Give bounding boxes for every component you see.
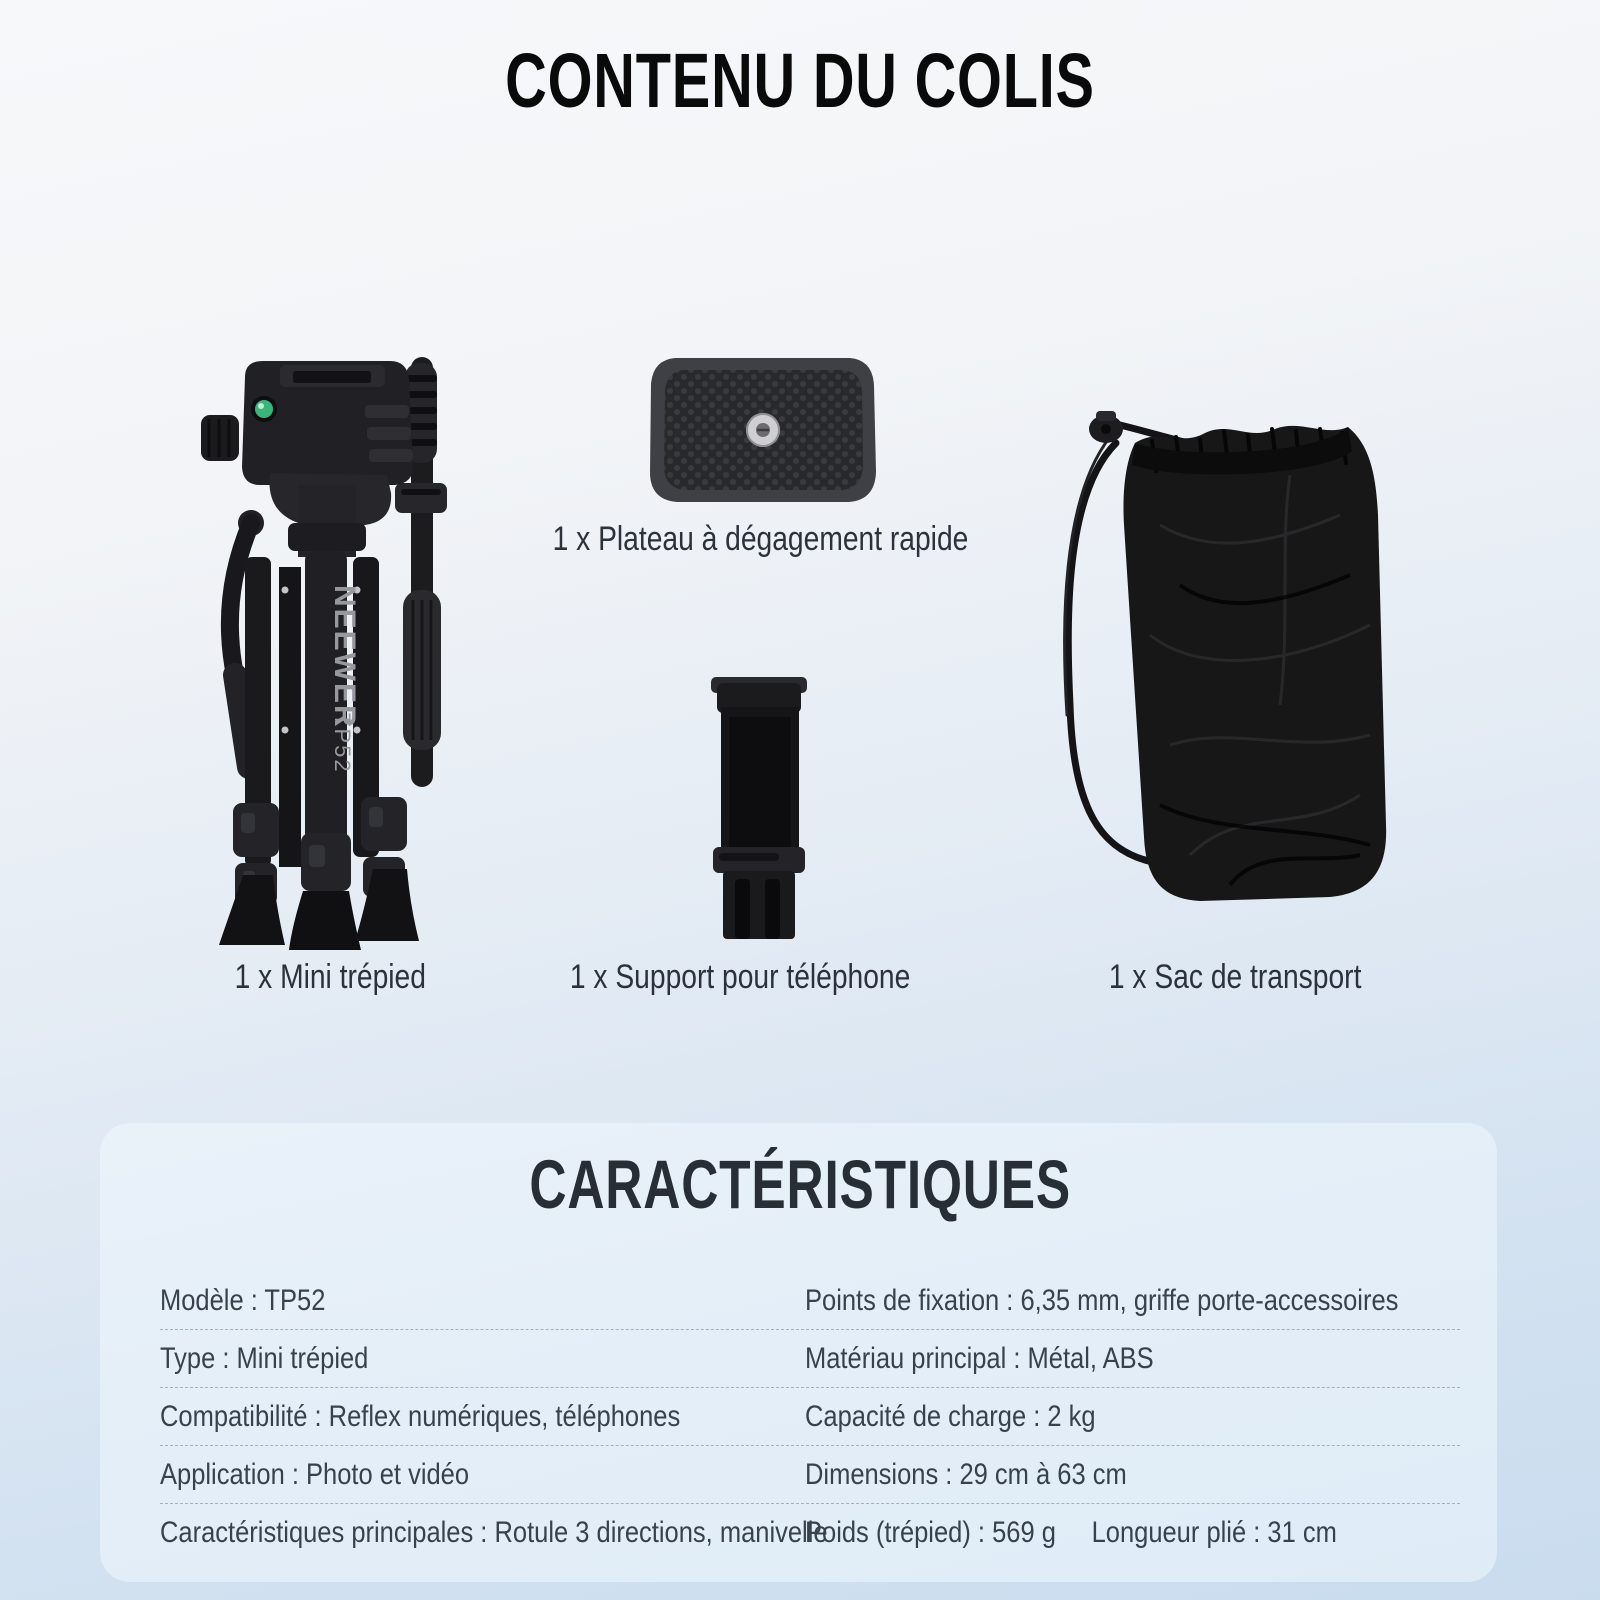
spec-weight-and-folded-length: [805, 1516, 1337, 1550]
spec-row-type: [160, 1330, 1460, 1388]
spec-mounting-points: Points de fixation : 6,35 mm, griffe porte-accessoires: [805, 1283, 1399, 1317]
quick-release-plate-icon: [645, 352, 880, 510]
caption-quick-release-plate: 1 x Plateau à dégagement rapide: [552, 520, 969, 558]
spec-weight: Poids (trépied) : 569 g: [805, 1515, 1056, 1549]
caption-tripod: 1 x Mini trépied: [234, 958, 426, 996]
page-title: [0, 38, 1600, 123]
spec-load-capacity: Capacité de charge : 2 kg: [805, 1399, 1096, 1433]
spec-row-compatibility: [160, 1388, 1460, 1446]
carry-bag-icon: [1040, 385, 1410, 910]
spec-type: Type : Mini trépied: [160, 1341, 369, 1375]
spec-compatibility: Compatibilité : Reflex numériques, téléphones: [160, 1399, 681, 1433]
spec-main-features: Caractéristiques principales : Rotule 3 directions, manivelle: [160, 1515, 828, 1549]
caption-carry-bag: 1 x Sac de transport: [1108, 958, 1362, 996]
spec-material: Matériau principal : Métal, ABS: [805, 1341, 1154, 1375]
spec-model: Modèle : TP52: [160, 1283, 326, 1317]
spec-folded-length: Longueur plié : 31 cm: [1091, 1515, 1337, 1549]
phone-holder-icon: [697, 675, 827, 945]
spec-dimensions: Dimensions : 29 cm à 63 cm: [805, 1457, 1127, 1491]
tripod-model-label: TP52: [330, 713, 355, 774]
spec-application: Application : Photo et vidéo: [160, 1457, 470, 1491]
tripod-icon: [185, 335, 475, 950]
spec-row-model: [160, 1272, 1460, 1330]
spec-table: [160, 1272, 1460, 1561]
tripod-brand-label: NEEWER: [328, 585, 361, 729]
specs-title: CARACTÉRISTIQUES: [529, 1145, 1071, 1223]
spec-row-application: [160, 1446, 1460, 1504]
caption-phone-holder: 1 x Support pour téléphone: [569, 958, 911, 996]
spec-row-main-features: [160, 1504, 1460, 1561]
page-title-text: CONTENU DU COLIS: [505, 37, 1095, 124]
